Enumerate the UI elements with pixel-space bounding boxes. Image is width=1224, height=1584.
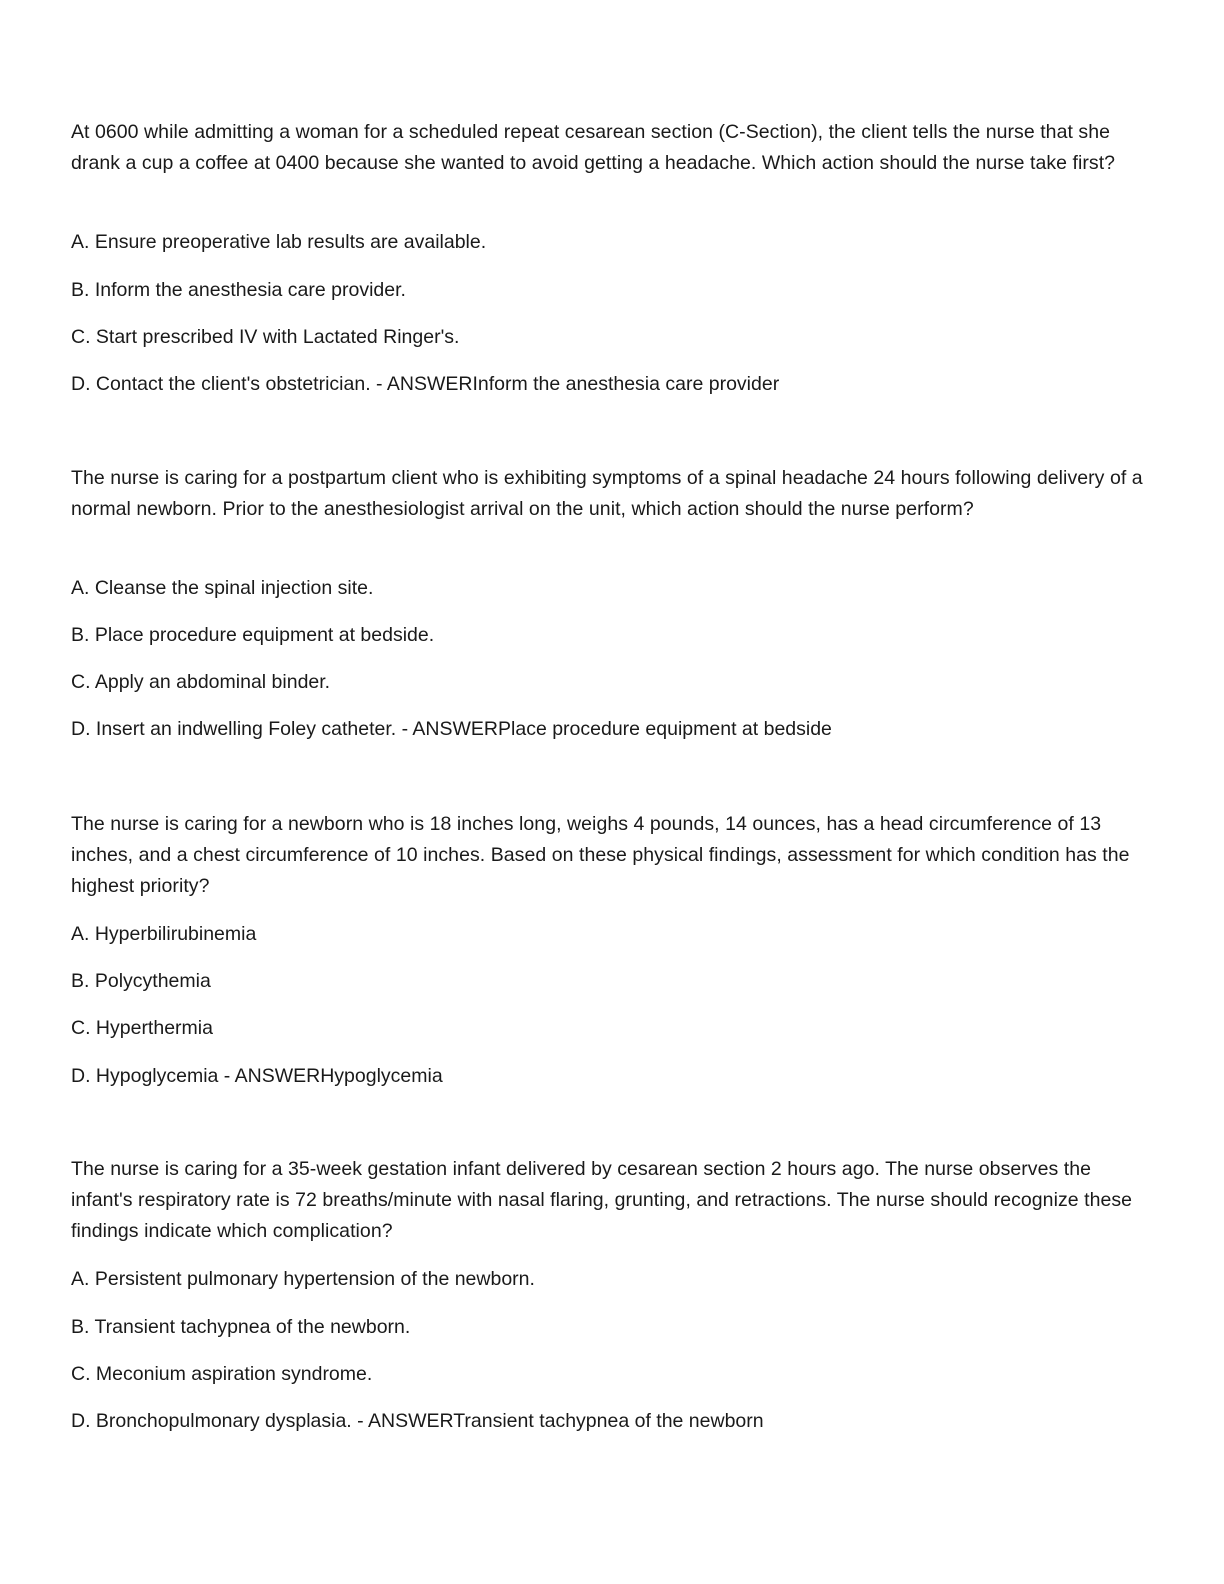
question-stem: The nurse is caring for a 35-week gestation infant delivered by cesarean section 2 hours ago. The nurse observes the infant's respiratory rate is 72 breaths/minute with nasal flaring, grunting, and retractions. The nurse should recognize these findings indicate which complication?	[71, 1158, 1133, 1242]
option-c: C. Start prescribed IV with Lactated Ringer's.	[71, 326, 460, 348]
option-c: C. Meconium aspiration syndrome.	[71, 1363, 373, 1385]
option-d-with-answer: D. Contact the client's obstetrician. - ANSWERInform the anesthesia care provider	[71, 373, 780, 395]
option-d-with-answer: D. Insert an indwelling Foley catheter. - ANSWERPlace procedure equipment at bedside	[71, 718, 832, 740]
option-c: C. Hyperthermia	[71, 1017, 213, 1039]
question-4	[71, 1154, 1151, 1432]
option-a: A. Ensure preoperative lab results are available.	[71, 231, 487, 253]
option-d-with-answer: D. Bronchopulmonary dysplasia. - ANSWERTransient tachypnea of the newborn	[71, 1410, 764, 1432]
option-b: B. Inform the anesthesia care provider.	[71, 279, 406, 301]
question-2	[71, 463, 1151, 740]
question-stem: The nurse is caring for a newborn who is 18 inches long, weighs 4 pounds, 14 ounces, has a head circumference of 13 inches, and a chest circumference of 10 inches. Based on these physical findings, assessment for which condition has the highest priority?	[71, 813, 1130, 897]
question-stem: The nurse is caring for a postpartum client who is exhibiting symptoms of a spinal headache 24 hours following delivery of a normal newborn. Prior to the anesthesiologist arrival on the unit, which action should the nurse perform?	[71, 467, 1143, 520]
option-b: B. Polycythemia	[71, 970, 211, 992]
option-c: C. Apply an abdominal binder.	[71, 671, 331, 693]
option-d-with-answer: D. Hypoglycemia - ANSWERHypoglycemia	[71, 1065, 443, 1087]
question-stem: At 0600 while admitting a woman for a scheduled repeat cesarean section (C-Section), the client tells the nurse that she drank a cup a coffee at 0400 because she wanted to avoid getting a headache. Which action should the nurse take first?	[71, 121, 1116, 174]
option-b: B. Transient tachypnea of the newborn.	[71, 1316, 411, 1338]
option-a: A. Persistent pulmonary hypertension of the newborn.	[71, 1268, 535, 1290]
option-b: B. Place procedure equipment at bedside.	[71, 624, 435, 646]
question-1	[71, 117, 1151, 395]
option-a: A. Hyperbilirubinemia	[71, 923, 257, 945]
option-a: A. Cleanse the spinal injection site.	[71, 577, 374, 599]
question-3	[71, 809, 1151, 1087]
